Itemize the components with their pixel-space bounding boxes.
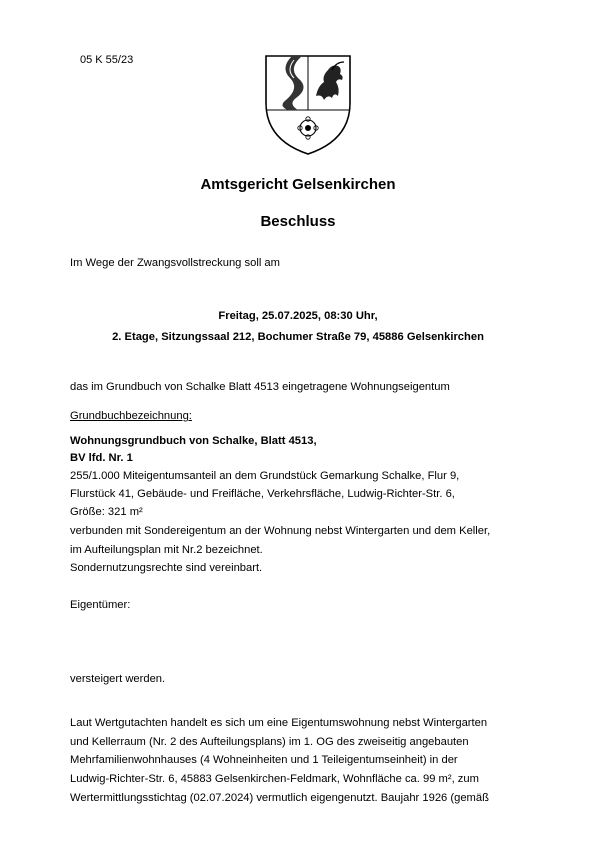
land-register-line: 255/1.000 Miteigentumsanteil an dem Grundstück Gemarkung Schalke, Flur 9, (70, 470, 460, 482)
appraisal-line: Mehrfamilienwohnhauses (4 Wohneinheiten und 1 Teileigentumseinheit) in der (70, 754, 458, 766)
document-title: Beschluss (260, 213, 336, 230)
intro-text: Im Wege der Zwangsvollstreckung soll am (70, 257, 280, 269)
land-register-line: Flurstück 41, Gebäude- und Freifläche, Verkehrsfläche, Ludwig-Richter-Str. 6, (70, 488, 455, 500)
appointment-location: 2. Etage, Sitzungssaal 212, Bochumer Straße 79, 45886 Gelsenkirchen (112, 331, 484, 343)
owner-label: Eigentümer: (70, 599, 131, 611)
appraisal-line: Laut Wertgutachten handelt es sich um eine Eigentumswohnung nebst Wintergarten (70, 717, 488, 729)
nrw-coat-of-arms-icon (258, 48, 358, 158)
appraisal-line: Wertermittlungsstichtag (02.07.2024) vermutlich eigengenutzt. Baujahr 1926 (gemäß (70, 792, 489, 804)
land-register-line: im Aufteilungsplan mit Nr.2 bezeichnet. (70, 544, 263, 556)
file-number: 05 K 55/23 (80, 54, 134, 66)
land-register-line: Sondernutzungsrechte sind vereinbart. (70, 562, 263, 574)
land-register-line: Größe: 321 m² (70, 506, 143, 518)
auction-phrase: versteigert werden. (70, 673, 166, 685)
land-register-line: verbunden mit Sondereigentum an der Wohnung nebst Wintergarten und dem Keller, (70, 525, 491, 537)
appraisal-line: und Kellerraum (Nr. 2 des Aufteilungsplans) im 1. OG des zweiseitig angebauten (70, 736, 469, 748)
land-register-heading: Grundbuchbezeichnung: (70, 410, 192, 422)
court-name: Amtsgericht Gelsenkirchen (200, 176, 396, 193)
land-register-entry: BV lfd. Nr. 1 (70, 452, 133, 464)
appointment-date: Freitag, 25.07.2025, 08:30 Uhr, (218, 310, 378, 322)
land-register-book: Wohnungsgrundbuch von Schalke, Blatt 4513, (70, 435, 317, 447)
subject-text: das im Grundbuch von Schalke Blatt 4513 eingetragene Wohnungseigentum (70, 381, 450, 393)
appraisal-line: Ludwig-Richter-Str. 6, 45883 Gelsenkirchen-Feldmark, Wohnfläche ca. 99 m², zum (70, 773, 479, 785)
